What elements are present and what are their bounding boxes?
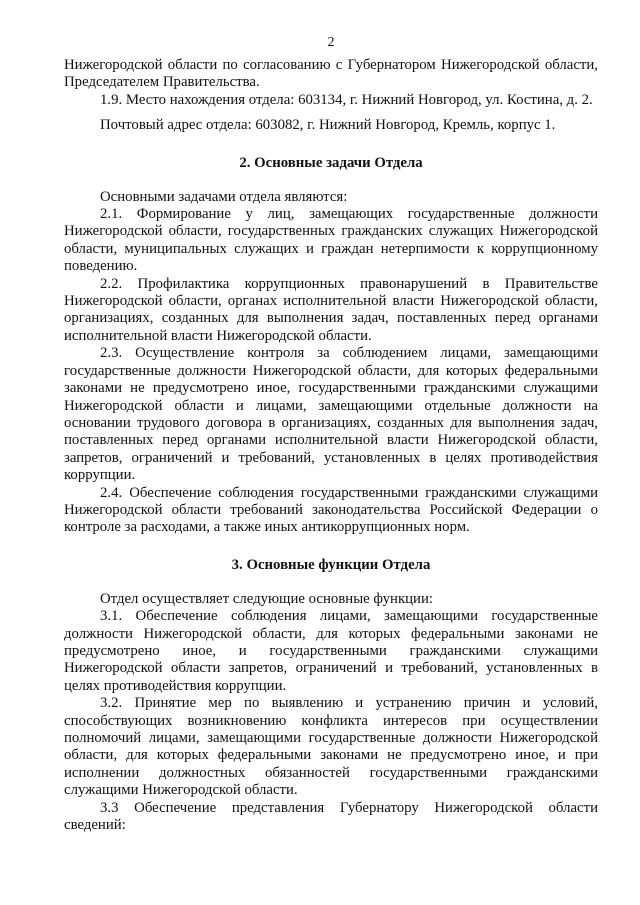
section-2-item-2-4: 2.4. Обеспечение соблюдения государственными гражданскими служащими Нижегородской области требований законодательства Российской Федерации о контроле за расходами, а также иных антикоррупционных норм. — [64, 484, 598, 536]
section-2-lead: Основными задачами отдела являются: — [100, 188, 348, 205]
section-2-item-2-3: 2.3. Осуществление контроля за соблюдением лицами, замещающими государственные должности Нижегородской области, для которых федеральными законами не предусмотрено иное, государственными гражданскими служащими Нижегородской области и лицами, замещающими отдельные должности на основании трудового договора в организациях, созданных для выполнения задач, поставленных перед органами исполнительной власти Нижегородской области, запретов, ограничений и требований, установленных в целях противодействия коррупции. — [64, 345, 598, 484]
paragraph-continuation: Нижегородской области по согласованию с Губернатором Нижегородской области, Председателем Правительства. — [64, 57, 598, 91]
section-2-item-2-1: 2.1. Формирование у лиц, замещающих государственные должности Нижегородской области, государственных гражданских служащих Нижегородской области, муниципальных служащих и граждан нетерпимости к коррупционному поведению. — [64, 206, 598, 275]
section-3-lead: Отдел осуществляет следующие основные функции: — [100, 590, 433, 607]
page-number: 2 — [327, 35, 335, 50]
section-3-item-3-2: 3.2. Принятие мер по выявлению и устранению причин и условий, способствующих возникновению конфликта интересов при осуществлении полномочий лицами, замещающими государственные должности Нижегородской области, для которых федеральными законами не предусмотрено иное, и при исполнении должностных обязанностей государственными гражданскими служащими Нижегородской области. — [64, 695, 598, 799]
paragraph-item-1-9: 1.9. Место нахождения отдела: 603134, г. Нижний Новгород, ул. Костина, д. 2. — [100, 91, 593, 108]
paragraph-postal-address: Почтовый адрес отдела: 603082, г. Нижний Новгород, Кремль, корпус 1. — [100, 117, 556, 134]
section-2-item-2-2: 2.2. Профилактика коррупционных правонарушений в Правительстве Нижегородской области, органах исполнительной власти Нижегородской области, организациях, созданных для выполнения задач, поставленных перед органами исполнительной власти Нижегородской области. — [64, 275, 598, 344]
section-3-heading: 3. Основные функции Отдела — [231, 556, 431, 573]
section-2-heading: 2. Основные задачи Отдела — [239, 154, 423, 171]
section-3-item-3-1: 3.1. Обеспечение соблюдения лицами, замещающими государственные должности Нижегородской области, для которых федеральными законами не предусмотрено иное, и государственными гражданскими служащими Нижегородской области запретов, ограничений и требований, установленных в целях противодействия коррупции. — [64, 608, 598, 694]
section-3-item-3-3: 3.3 Обеспечение представления Губернатору Нижегородской области сведений: — [64, 799, 598, 834]
